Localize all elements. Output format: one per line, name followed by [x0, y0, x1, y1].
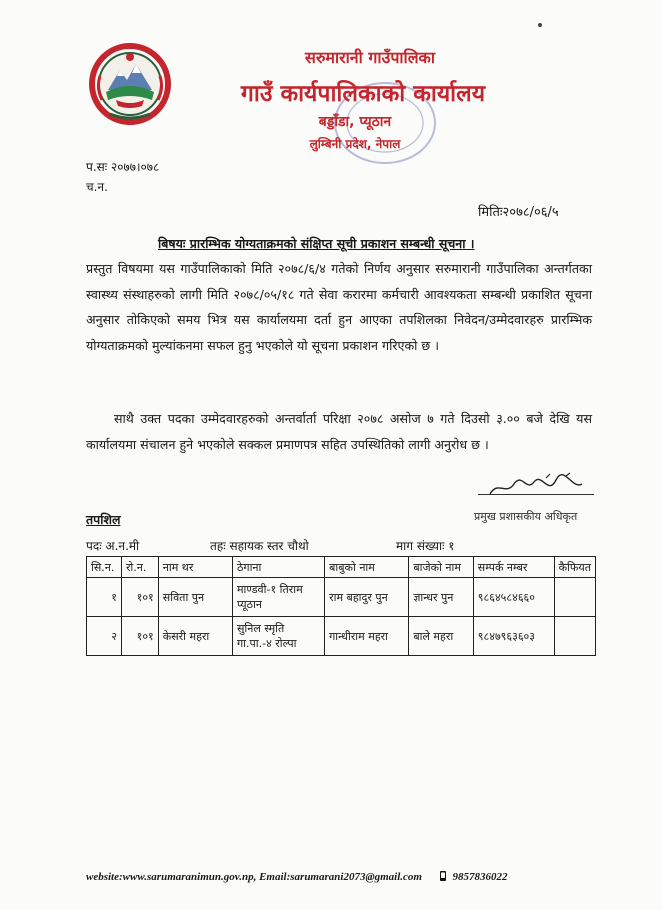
- post-name: पदः अ.न.मी: [86, 539, 140, 553]
- col-remarks: कैफियत: [554, 557, 595, 578]
- letter-number: प.सः २०७७।०७८: [86, 160, 160, 174]
- cell-contact: ९८६४५८४६६०: [473, 578, 554, 617]
- cell-roll: १०१: [121, 578, 158, 617]
- address-line2: प्यूठान: [236, 598, 263, 611]
- col-sn: सि.न.: [87, 557, 122, 578]
- col-father: बाबुको नाम: [325, 557, 409, 578]
- cell-address: [232, 578, 324, 617]
- address-line2: गा.पा.-४ रोल्पा: [236, 637, 297, 650]
- cell-remarks: [554, 617, 595, 656]
- office-name: गाउँ कार्यपालिकाको कार्यालय: [240, 81, 486, 107]
- cell-grandfather: ज्ञान्धर पुन: [409, 578, 473, 617]
- address-line1: सुनिल स्मृति: [236, 622, 285, 635]
- col-name: नाम थर: [158, 557, 232, 578]
- footer: [86, 871, 507, 883]
- cell-grandfather: बाले महरा: [409, 617, 473, 656]
- footer-contact: website:www.sarumaranimun.gov.np, Email:sarumarani2073@gmail.com: [86, 871, 422, 883]
- phone-icon: [439, 871, 447, 881]
- subject-line: बिषयः प्रारम्भिक योग्यताक्रमको संक्षिप्त सूची प्रकाशन सम्बन्धी सूचना ।: [158, 236, 475, 251]
- municipality-name: सरुमारानी गाउँपालिका: [305, 48, 435, 67]
- cell-sn: २: [87, 617, 122, 656]
- details-heading: तपशिल: [86, 512, 121, 527]
- cell-sn: १: [87, 578, 122, 617]
- col-roll: रो.न.: [121, 557, 158, 578]
- body-paragraph-2: साथै उक्त पदका उम्मेदवारहरुको अन्तर्वार्ता परिक्षा २०७८ असोज ७ गते दिउसो ३.०० बजे देखि यस कार्यालयमा संचालन हुने भएकोले सक्कल प्रमाणपत्र सहित उपस्थितिको लागी अनुरोध छ ।: [86, 411, 592, 452]
- handwritten-signature: [486, 472, 596, 502]
- col-grandfather: बाजेको नाम: [409, 557, 473, 578]
- cell-name: सविता पुन: [158, 578, 232, 617]
- office-location: बड्डाँडा, प्यूठान: [318, 114, 392, 130]
- cell-father: गान्धीराम महरा: [325, 617, 409, 656]
- letter-date: मितिः२०७८/०६/५: [478, 205, 559, 220]
- cell-name: केसरी महरा: [158, 617, 232, 656]
- cell-contact: ९८४७९६३६०३: [473, 617, 554, 656]
- signature-line: [478, 494, 594, 495]
- cell-father: राम बहादुर पुन: [325, 578, 409, 617]
- footer-phone: 9857836022: [452, 871, 508, 883]
- speck: [538, 23, 542, 27]
- table-row: [87, 617, 596, 656]
- table-header-row: [87, 557, 596, 578]
- cell-address: [232, 617, 324, 656]
- address-line1: माण्डवी-१ तिराम: [236, 583, 303, 596]
- post-level: तहः सहायक स्तर चौथो: [210, 539, 309, 553]
- demand-count: माग संख्याः १: [396, 539, 455, 553]
- cell-remarks: [554, 578, 595, 617]
- province-country: लुम्बिनी प्रदेश, नेपाल: [309, 137, 401, 151]
- body-paragraph-1: प्रस्तुत विषयमा यस गाउँपालिकाको मिति २०७८/६/४ गतेको निर्णय अनुसार सरुमारानी गाउँपालिका अन्तर्गतका स्वास्थ्य संस्थाहरुको लागी मिति २०७८/०५/१८ गते सेवा करारमा कर्मचारी आवश्यकता सम्बन्धी प्रकाशित सूचना अनुसार तोकिएको समय भित्र यस कार्यालयमा दर्ता हुन आएका तपशिलका निवेदन/उम्मेदवारहरु प्रारम्भिक योग्यताक्रमको मुल्यांकनमा सफल हुनु भएकोले यो सूचना प्रकाशन गरिएको छ ।: [86, 261, 592, 353]
- dispatch-number: च.न.: [86, 180, 108, 194]
- table-row: [87, 578, 596, 617]
- cell-roll: १०१: [121, 617, 158, 656]
- signatory-title: प्रमुख प्रशासकीय अधिकृत: [474, 510, 578, 523]
- col-contact: सम्पर्क नम्बर: [473, 557, 554, 578]
- candidate-table: [86, 556, 596, 656]
- nepal-emblem-logo: [86, 40, 174, 126]
- col-address: ठेगाना: [232, 557, 324, 578]
